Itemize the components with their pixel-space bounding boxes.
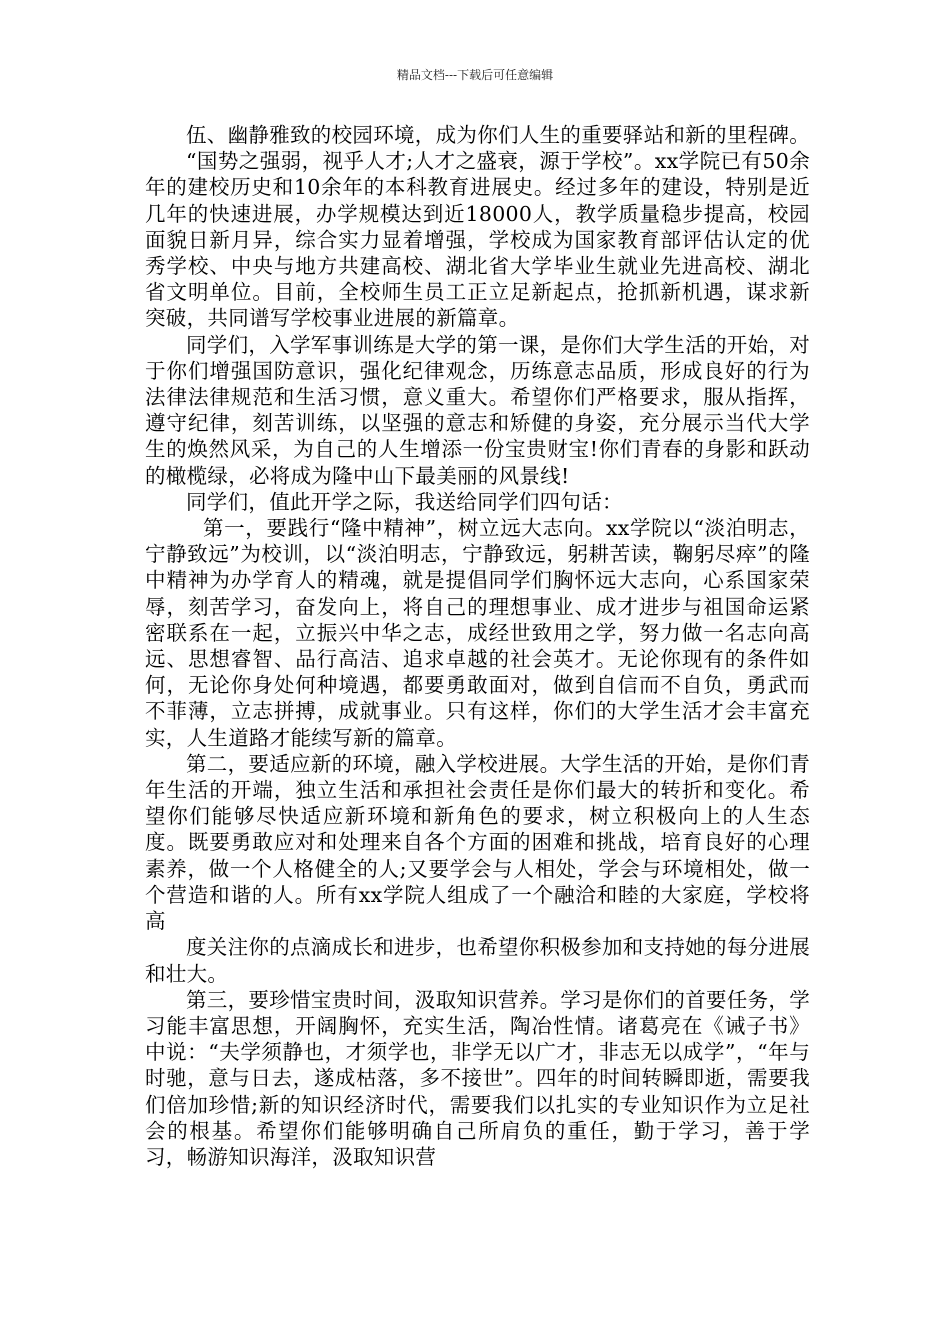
paragraph-four-sentences-intro: 同学们，值此开学之际，我送给同学们四句话： <box>186 489 623 514</box>
page-header: 精品文档---下载后可任意编辑 <box>396 68 554 82</box>
paragraph-school-history: “国势之强弱，视乎人才;人才之盛衰，源于学校”。xx学院已有50余年的建校历史和10余年的本科教育进展史。经过多年的建设，特别是近几年的快速进展，办学规模达到近18000人，教学质量稳步提高，校园面貌日新月异，综合实力显着增强，学校成为国家教育部评估认定的优秀学校、中央与地方共建高校、湖北省大学毕业生就业先进高校、湖北省文明单位。目前，全校师生员工正立足新起点，抢抓新机遇，谋求新突破，共同谱写学校事业进展的新篇章。 <box>145 149 810 331</box>
paragraph-point-one: 第一，要践行“隆中精神”，树立远大志向。xx学院以“淡泊明志，宁静致远”为校训，以“淡泊明志，宁静致远，躬耕苦读，鞠躬尽瘁”的隆中精神为办学育人的精魂，就是提倡同学们胸怀远大志向，心系国家荣辱，刻苦学习，奋发向上，将自己的理想事业、成才进步与祖国命运紧密联系在一起，立振兴中华之志，成经世致用之学，努力做一名志向高远、思想睿智、品行高洁、追求卓越的社会英才。无论你现有的条件如何，无论你身处何种境遇，都要勇敢面对，做到自信而不自负，勇武而不菲薄，立志拼搏，成就事业。只有这样，你们的大学生活才会丰富充实，人生道路才能续写新的篇章。 <box>145 516 810 750</box>
paragraph-point-three: 第三，要珍惜宝贵时间，汲取知识营养。学习是你们的首要任务，学习能丰富思想，开阔胸怀，充实生活，陶冶性情。诸葛亮在《诫子书》中说：“夫学须静也，才须学也，非学无以广才，非志无以成学”，“年与时驰，意与日去，遂成枯落，多不接世”。四年的时间转瞬即逝，需要我们倍加珍惜;新的知识经济时代，需要我们以扎实的专业知识作为立足社会的根基。希望你们能够明确自己所肩负的重任，勤于学习，善于学习，畅游知识海洋，汲取知识营 <box>145 987 810 1169</box>
paragraph-point-two: 第二，要适应新的环境，融入学校进展。大学生活的开始，是你们青年生活的开端，独立生活和承担社会责任是你们最大的转折和变化。希望你们能够尽快适应新环境和新角色的要求，树立积极向上的人生态度。既要勇敢应对和处理来自各个方面的困难和挑战，培育良好的心理素养，做一个人格健全的人;又要学会与人相处，学会与环境相处，做一个营造和谐的人。所有xx学院人组成了一个融洽和睦的大家庭，学校将高 <box>145 751 810 934</box>
paragraph-point-two-continued: 度关注你的点滴成长和进步，也希望你积极参加和支持她的每分进展和壮大。 <box>145 935 810 986</box>
paragraph-campus-environment: 伍、幽静雅致的校园环境，成为你们人生的重要驿站和新的里程碑。 <box>186 123 810 147</box>
document-body <box>145 122 810 1170</box>
paragraph-military-training: 同学们，入学军事训练是大学的第一课，是你们大学生活的开始，对于你们增强国防意识，强化纪律观念，历练意志品质，形成良好的行为法律法律规范和生活习惯，意义重大。希望你们严格要求，服从指挥，遵守纪律，刻苦训练，以坚强的意志和矫健的身姿，充分展示当代大学生的焕然风采，为自己的人生增添一份宝贵财宝!你们青春的身影和跃动的橄榄绿，必将成为隆中山下最美丽的风景线! <box>145 332 810 488</box>
